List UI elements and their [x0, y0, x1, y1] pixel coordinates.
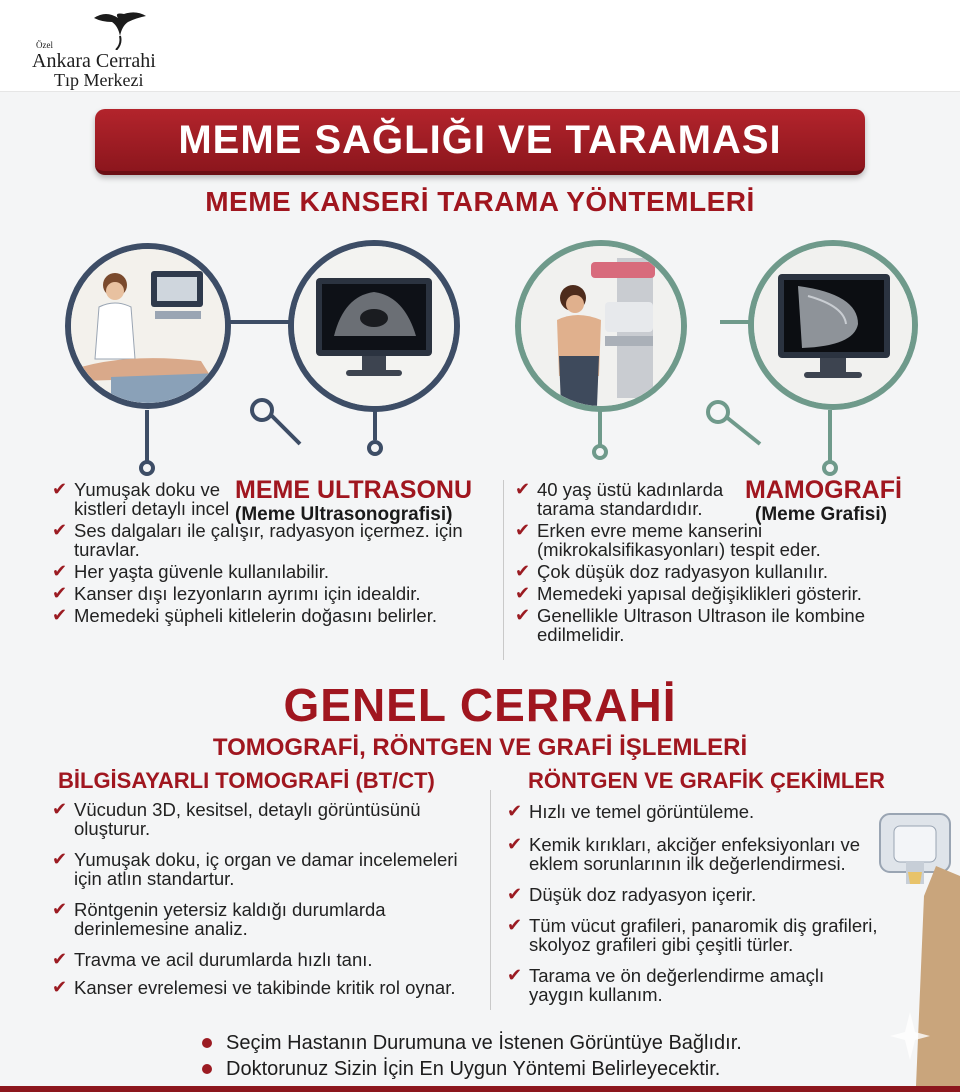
- ultrasound-node-left: [139, 460, 155, 476]
- check-icon: ✔: [515, 479, 531, 499]
- xray-heading: RÖNTGEN VE GRAFİK ÇEKİMLER: [528, 768, 885, 793]
- mammo-node-left: [592, 444, 608, 460]
- list-item: ✔ Vücudun 3D, kesitsel, detaylı görüntüsünü oluşturur.: [52, 799, 421, 839]
- footer-item: Doktorunuz Sizin İçin En Uygun Yöntemi Belirleyecektir.: [200, 1056, 742, 1082]
- check-icon: ✔: [52, 583, 68, 603]
- mammogram-monitor-icon: [754, 246, 912, 404]
- check-icon: ✔: [507, 834, 523, 854]
- ultrasound-subtitle: (Meme Ultrasonografisi): [235, 504, 453, 525]
- list-item: ✔ Kemik kırıkları, akciğer enfeksiyonları ve eklem sorunlarının ilk değerlendirmesi.: [507, 834, 861, 874]
- list-item: ✔ Tüm vücut grafileri, panaromik diş grafileri, skolyoz grafileri gibi çeşitli türler.: [507, 915, 878, 955]
- list-item: ✔ Genellikle Ultrason Ultrason ile kombine edilmelidir.: [515, 605, 866, 645]
- mammography-machine-icon: [521, 246, 681, 406]
- check-icon: ✔: [52, 899, 68, 919]
- ct-list: [52, 800, 482, 1000]
- list-item: ✔ Kanser dışı lezyonların ayrımı için idealdir.: [52, 583, 421, 604]
- list-item: ✔ Erken evre meme kanserini (mikrokalsifikasyonları) tespit eder.: [515, 520, 821, 560]
- check-icon: ✔: [515, 605, 531, 625]
- list-item: ✔ Hızlı ve temel görüntüleme.: [507, 801, 755, 822]
- bullet-icon: [202, 1064, 212, 1074]
- check-icon: ✔: [52, 479, 68, 499]
- logo-line-1: Ankara Cerrahi: [32, 50, 156, 72]
- ultrasound-monitor-illustration: [288, 240, 460, 412]
- list-item: ✔ Düşük doz radyasyon içerir.: [507, 884, 757, 905]
- check-icon: ✔: [52, 799, 68, 819]
- ultrasound-list: [52, 480, 492, 628]
- mammography-subtitle: (Meme Grafisi): [755, 504, 887, 525]
- ultrasound-exam-icon: [71, 249, 225, 403]
- footer-notes: [200, 1030, 742, 1082]
- list-item: ✔ Ses dalgaları ile çalışır, radyasyon içermez. için turavlar.: [52, 520, 463, 560]
- check-icon: ✔: [52, 561, 68, 581]
- list-item: ✔ Memedeki şüpheli kitlelerin doğasını belirler.: [52, 605, 437, 626]
- page-title: MEME SAĞLIĞI VE TARAMASI: [178, 117, 782, 162]
- check-icon: ✔: [52, 949, 68, 969]
- check-icon: ✔: [52, 849, 68, 869]
- mammo-node-mid: [706, 400, 730, 424]
- ultrasound-monitor-icon: [294, 246, 454, 406]
- mammogram-monitor-illustration: [748, 240, 918, 410]
- check-icon: ✔: [507, 915, 523, 935]
- list-item: ✔ Her yaşta güvenle kullanılabilir.: [52, 561, 330, 582]
- check-icon: ✔: [507, 801, 523, 821]
- bottom-rule: [0, 1086, 960, 1092]
- check-icon: ✔: [515, 520, 531, 540]
- ultrasound-exam-illustration: [65, 243, 231, 409]
- list-item: ✔ Tarama ve ön değerlendirme amaçlı yaygın kullanım.: [507, 965, 825, 1005]
- mammography-list: [515, 480, 935, 647]
- list-item: ✔ Çok düşük doz radyasyon kullanılır.: [515, 561, 829, 582]
- list-item: ✔ Memedeki yapısal değişiklikleri gösterir.: [515, 583, 862, 604]
- bottom-column-divider: [490, 790, 491, 1010]
- check-icon: ✔: [52, 977, 68, 997]
- sparkle-icon: [890, 1012, 930, 1060]
- list-item: ✔ Röntgenin yetersiz kaldığı durumlarda derinlemesine analiz.: [52, 899, 386, 939]
- logo-ozel-text: Özel: [36, 40, 53, 50]
- check-icon: ✔: [52, 605, 68, 625]
- check-icon: ✔: [52, 520, 68, 540]
- xray-list: [507, 802, 907, 1007]
- check-icon: ✔: [515, 583, 531, 603]
- ultrasound-node-mid: [250, 398, 274, 422]
- ultrasound-title: MEME ULTRASONU: [235, 476, 473, 504]
- list-item: ✔ Yumuşak doku ve kistleri detaylı incel: [52, 479, 230, 519]
- surgery-subtitle: TOMOGRAFİ, RÖNTGEN VE GRAFİ İŞLEMLERİ: [212, 734, 748, 761]
- logo-line-2: Tıp Merkezi: [54, 70, 144, 90]
- list-item: ✔ Yumuşak doku, iç organ ve damar incelemeleri için atlın standartur.: [52, 849, 458, 889]
- mammo-node-right: [822, 460, 838, 476]
- mammography-machine-illustration: [515, 240, 687, 412]
- check-icon: ✔: [507, 965, 523, 985]
- surgery-title: GENEL CERRAHİ: [283, 679, 677, 731]
- section-subtitle: MEME KANSERİ TARAMA YÖNTEMLERİ: [205, 186, 755, 217]
- list-item: ✔ 40 yaş üstü kadınlarda tarama standardıdır.: [515, 479, 724, 519]
- top-column-divider: [503, 480, 504, 660]
- bullet-icon: [202, 1038, 212, 1048]
- footer-item: Seçim Hastanın Durumuna ve İstenen Görüntüye Bağlıdır.: [200, 1030, 742, 1056]
- ct-heading: BİLGİSAYARLI TOMOGRAFİ (BT/CT): [58, 768, 435, 793]
- list-item: ✔ Kanser evrelemesi ve takibinde kritik rol oynar.: [52, 977, 456, 998]
- mammography-title: MAMOGRAFİ: [745, 476, 902, 504]
- list-item: ✔ Travma ve acil durumlarda hızlı tanı.: [52, 949, 373, 970]
- check-icon: ✔: [507, 884, 523, 904]
- check-icon: ✔: [515, 561, 531, 581]
- ultrasound-node-right: [367, 440, 383, 456]
